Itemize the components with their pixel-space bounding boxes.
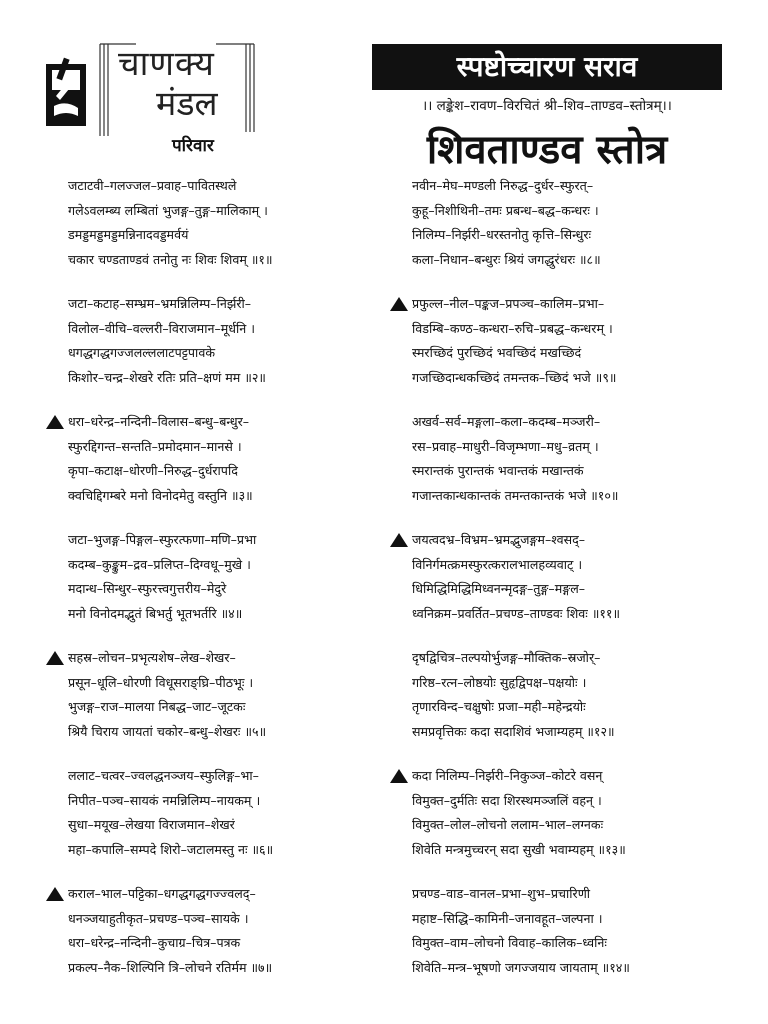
verse-line: जयत्वदभ्र–विभ्रम–भ्रमद्भुजङ्गम–श्वसद्– <box>412 532 586 547</box>
verse-9 <box>412 292 742 410</box>
verse-line: निपीत–पञ्च–सायकं नमन्निलिम्प–नायकम् । <box>68 792 261 808</box>
verse-line: विनिर्गमत्क्रमस्फुरत्करालभालहव्यवाट् । <box>412 556 583 572</box>
verse-line: धरा–धरेन्द्र–नन्दिनी–कुचाग्र–चित्र–पत्रक <box>68 935 241 950</box>
verse-line: जटा–कटाह–सम्भ्रम–भ्रमन्निलिम्प–निर्झरी– <box>68 296 252 311</box>
verse-line: कराल–भाल–पट्टिका–धगद्धगद्धगज्ज्वलद्– <box>68 886 256 901</box>
verse-line: गरिष्ठ–रत्न–लोष्ठयोः सुहृद्विपक्ष–पक्षयोः । <box>412 674 587 690</box>
hand-with-pen-icon <box>44 56 88 128</box>
verse-line: कुहू–निशीथिनी–तमः प्रबन्ध–बद्ध–कन्धरः । <box>412 202 599 218</box>
logo-text-mandal: मंडल <box>156 84 218 124</box>
verse-line: श्रियै चिराय जायतां चकोर–बन्धु–शेखरः ॥५॥ <box>68 723 267 739</box>
verse-line: अखर्व–सर्व–मङ्गला–कला–कदम्ब–मञ्जरी– <box>412 414 601 429</box>
verse-line: क्वचिद्दिगम्बरे मनो विनोदमेतु वस्तुनि ॥३॥ <box>68 487 253 503</box>
verse-line: भुजङ्ग–राज–मालया निबद्ध–जाट–जूटकः <box>68 699 246 714</box>
triangle-marker-icon <box>390 533 408 547</box>
verse-line: धरा–धरेन्द्र–नन्दिनी–विलास–बन्धु–बन्धुर– <box>68 414 250 429</box>
triangle-marker-icon <box>390 297 408 311</box>
verse-3 <box>68 410 398 528</box>
verse-12 <box>412 646 742 764</box>
verse-line: सहस्र–लोचन–प्रभृत्यशेष–लेख–शेखर– <box>68 650 236 665</box>
verse-line: महा–कपालि–सम्पदे शिरो–जटालमस्तु नः ॥६॥ <box>68 841 274 857</box>
verse-5 <box>68 646 398 764</box>
verse-line: स्मरान्तकं पुरान्तकं भवान्तकं मखान्तकं <box>412 463 584 478</box>
verse-line: स्मरच्छिदं पुरच्छिदं भवच्छिदं मखच्छिदं <box>412 345 582 360</box>
page-title: शिवताण्डव स्तोत्र <box>426 127 668 173</box>
verse-line: कदम्ब–कुङ्कुम–द्रव–प्रलिप्त–दिग्वधू–मुखे । <box>68 556 251 572</box>
verse-line: कृपा–कटाक्ष–धोरणी–निरुद्ध–दुर्धरापदि <box>68 463 238 478</box>
logo-text-parivar: परिवार <box>172 136 214 156</box>
verse-14 <box>412 882 742 1000</box>
verse-line: गजान्तकान्धकान्तकं तमन्तकान्तकं भजे ॥१०॥ <box>412 487 619 503</box>
verse-column-right <box>412 174 742 1000</box>
verse-line: प्रफुल्ल–नील–पङ्कज–प्रपञ्च–कालिम–प्रभा– <box>412 296 605 311</box>
verse-line: ललाट–चत्वर–ज्वलद्धनञ्जय–स्फुलिङ्ग–भा– <box>68 768 259 783</box>
verse-line: विमुक्त–लोल–लोचनो ललाम–भाल–लग्नकः <box>412 817 604 832</box>
subtitle: ।। लङ्केश–रावण–विरचितं श्री–शिव–ताण्डव–स्तोत्रम्।। <box>422 98 672 114</box>
verse-line: धगद्धगद्धगज्जलल्ललाटपट्टपावके <box>68 345 215 360</box>
triangle-marker-icon <box>390 769 408 783</box>
verse-line: विलोल–वीचि–वल्लरी–विराजमान–मूर्धनि । <box>68 320 256 336</box>
triangle-marker-icon <box>46 415 64 429</box>
verse-1 <box>68 174 398 292</box>
verse-line: प्रसून–धूलि–धोरणी विधूसराङ्घ्रि–पीठभूः । <box>68 674 254 690</box>
verse-line: किशोर–चन्द्र–शेखरे रतिः प्रति–क्षणं मम ॥२॥ <box>68 369 266 385</box>
verse-line: गलेऽवलम्ब्य लम्बितां भुजङ्ग–तुङ्ग–मालिकाम् । <box>68 202 268 218</box>
verse-line: चकार चण्डताण्डवं तनोतु नः शिवः शिवम् ॥१॥ <box>68 251 273 267</box>
verse-2 <box>68 292 398 410</box>
verse-10 <box>412 410 742 528</box>
triangle-marker-icon <box>46 887 64 901</box>
verse-line: धिमिद्धिमिद्धिमिध्वनन्मृदङ्ग–तुङ्ग–मङ्गल– <box>412 581 586 596</box>
verse-7 <box>68 882 398 1000</box>
title-banner: स्पष्टोच्चारण सराव <box>372 44 722 90</box>
verse-line: विडम्बि–कण्ठ–कन्धरा–रुचि–प्रबद्ध–कन्धरम् । <box>412 320 613 336</box>
triangle-marker-icon <box>46 651 64 665</box>
verse-line: शिवेति–मन्त्र–भूषणो जगज्जयाय जायताम् ॥१४॥ <box>412 959 630 975</box>
verse-line: विमुक्त–दुर्मतिः सदा शिरस्थमञ्जलिं वहन् । <box>412 792 602 808</box>
verse-line: निलिम्प–निर्झरी–धरस्तनोतु कृत्ति–सिन्धुरः <box>412 227 592 242</box>
verse-line: कदा निलिम्प–निर्झरी–निकुञ्ज–कोटरे वसन् <box>412 768 603 783</box>
verse-line: डमड्डमड्डमड्डमन्निनादवड्डमर्वयं <box>68 227 189 242</box>
verse-column-left <box>68 174 398 1000</box>
verse-line: धनञ्जयाहुतीकृत–प्रचण्ड–पञ्च–सायके । <box>68 910 249 926</box>
verse-line: मदान्ध–सिन्धुर–स्फुरत्त्वगुत्तरीय–मेदुरे <box>68 581 227 596</box>
verse-line: दृषद्विचित्र–तल्पयोर्भुजङ्ग–मौक्तिक–स्रजोर्– <box>412 650 601 665</box>
chanakya-mandal-logo <box>44 40 259 165</box>
verse-line: शिवेति मन्त्रमुच्चरन् सदा सुखी भवाम्यहम् ॥१३॥ <box>412 841 626 857</box>
verse-line: समप्रवृत्तिकः कदा सदाशिवं भजाम्यहम् ॥१२॥ <box>412 723 615 739</box>
verse-line: जटा–भुजङ्ग–पिङ्गल–स्फुरत्फणा–मणि–प्रभा <box>68 532 257 547</box>
verse-8 <box>412 174 742 292</box>
verse-line: महाष्ट–सिद्धि–कामिनी–जनावहूत–जल्पना । <box>412 910 603 926</box>
verse-line: गजच्छिदान्धकच्छिदं तमन्तक–च्छिदं भजे ॥९॥ <box>412 369 617 385</box>
verse-13 <box>412 764 742 882</box>
verse-line: ध्वनिक्रम–प्रवर्तित–प्रचण्ड–ताण्डवः शिवः ॥११॥ <box>412 605 621 621</box>
logo-text-chanakya: चाणक्य <box>118 44 215 84</box>
verse-line: नवीन–मेघ–मण्डली निरुद्ध–दुर्धर–स्फुरत्– <box>412 178 594 193</box>
verse-line: कला–निधान–बन्धुरः श्रियं जगद्धुरंधरः ॥८॥ <box>412 251 601 267</box>
verse-4 <box>68 528 398 646</box>
verse-6 <box>68 764 398 882</box>
verse-line: सुधा–मयूख–लेखया विराजमान–शेखरं <box>68 817 235 832</box>
verse-line: तृणारविन्द–चक्षुषोः प्रजा–मही–महेन्द्रयोः <box>412 699 586 714</box>
verse-line: मनो विनोदमद्भुतं बिभर्तु भूतभर्तरि ॥४॥ <box>68 605 243 621</box>
verse-line: रस–प्रवाह–माधुरी–विजृम्भणा–मधु–व्रतम् । <box>412 438 599 454</box>
verse-line: जटाटवी–गलज्जल–प्रवाह–पावितस्थले <box>68 178 237 193</box>
verse-line: स्फुरद्दिगन्त–सन्तति–प्रमोदमान–मानसे । <box>68 438 242 454</box>
verse-line: विमुक्त–वाम–लोचनो विवाह–कालिक–ध्वनिः <box>412 935 607 950</box>
verse-11 <box>412 528 742 646</box>
verse-line: प्रचण्ड–वाड–वानल–प्रभा–शुभ–प्रचारिणी <box>412 886 591 901</box>
verse-line: प्रकल्प–नैक–शिल्पिनि त्रि–लोचने रतिर्मम ॥७॥ <box>68 959 273 975</box>
